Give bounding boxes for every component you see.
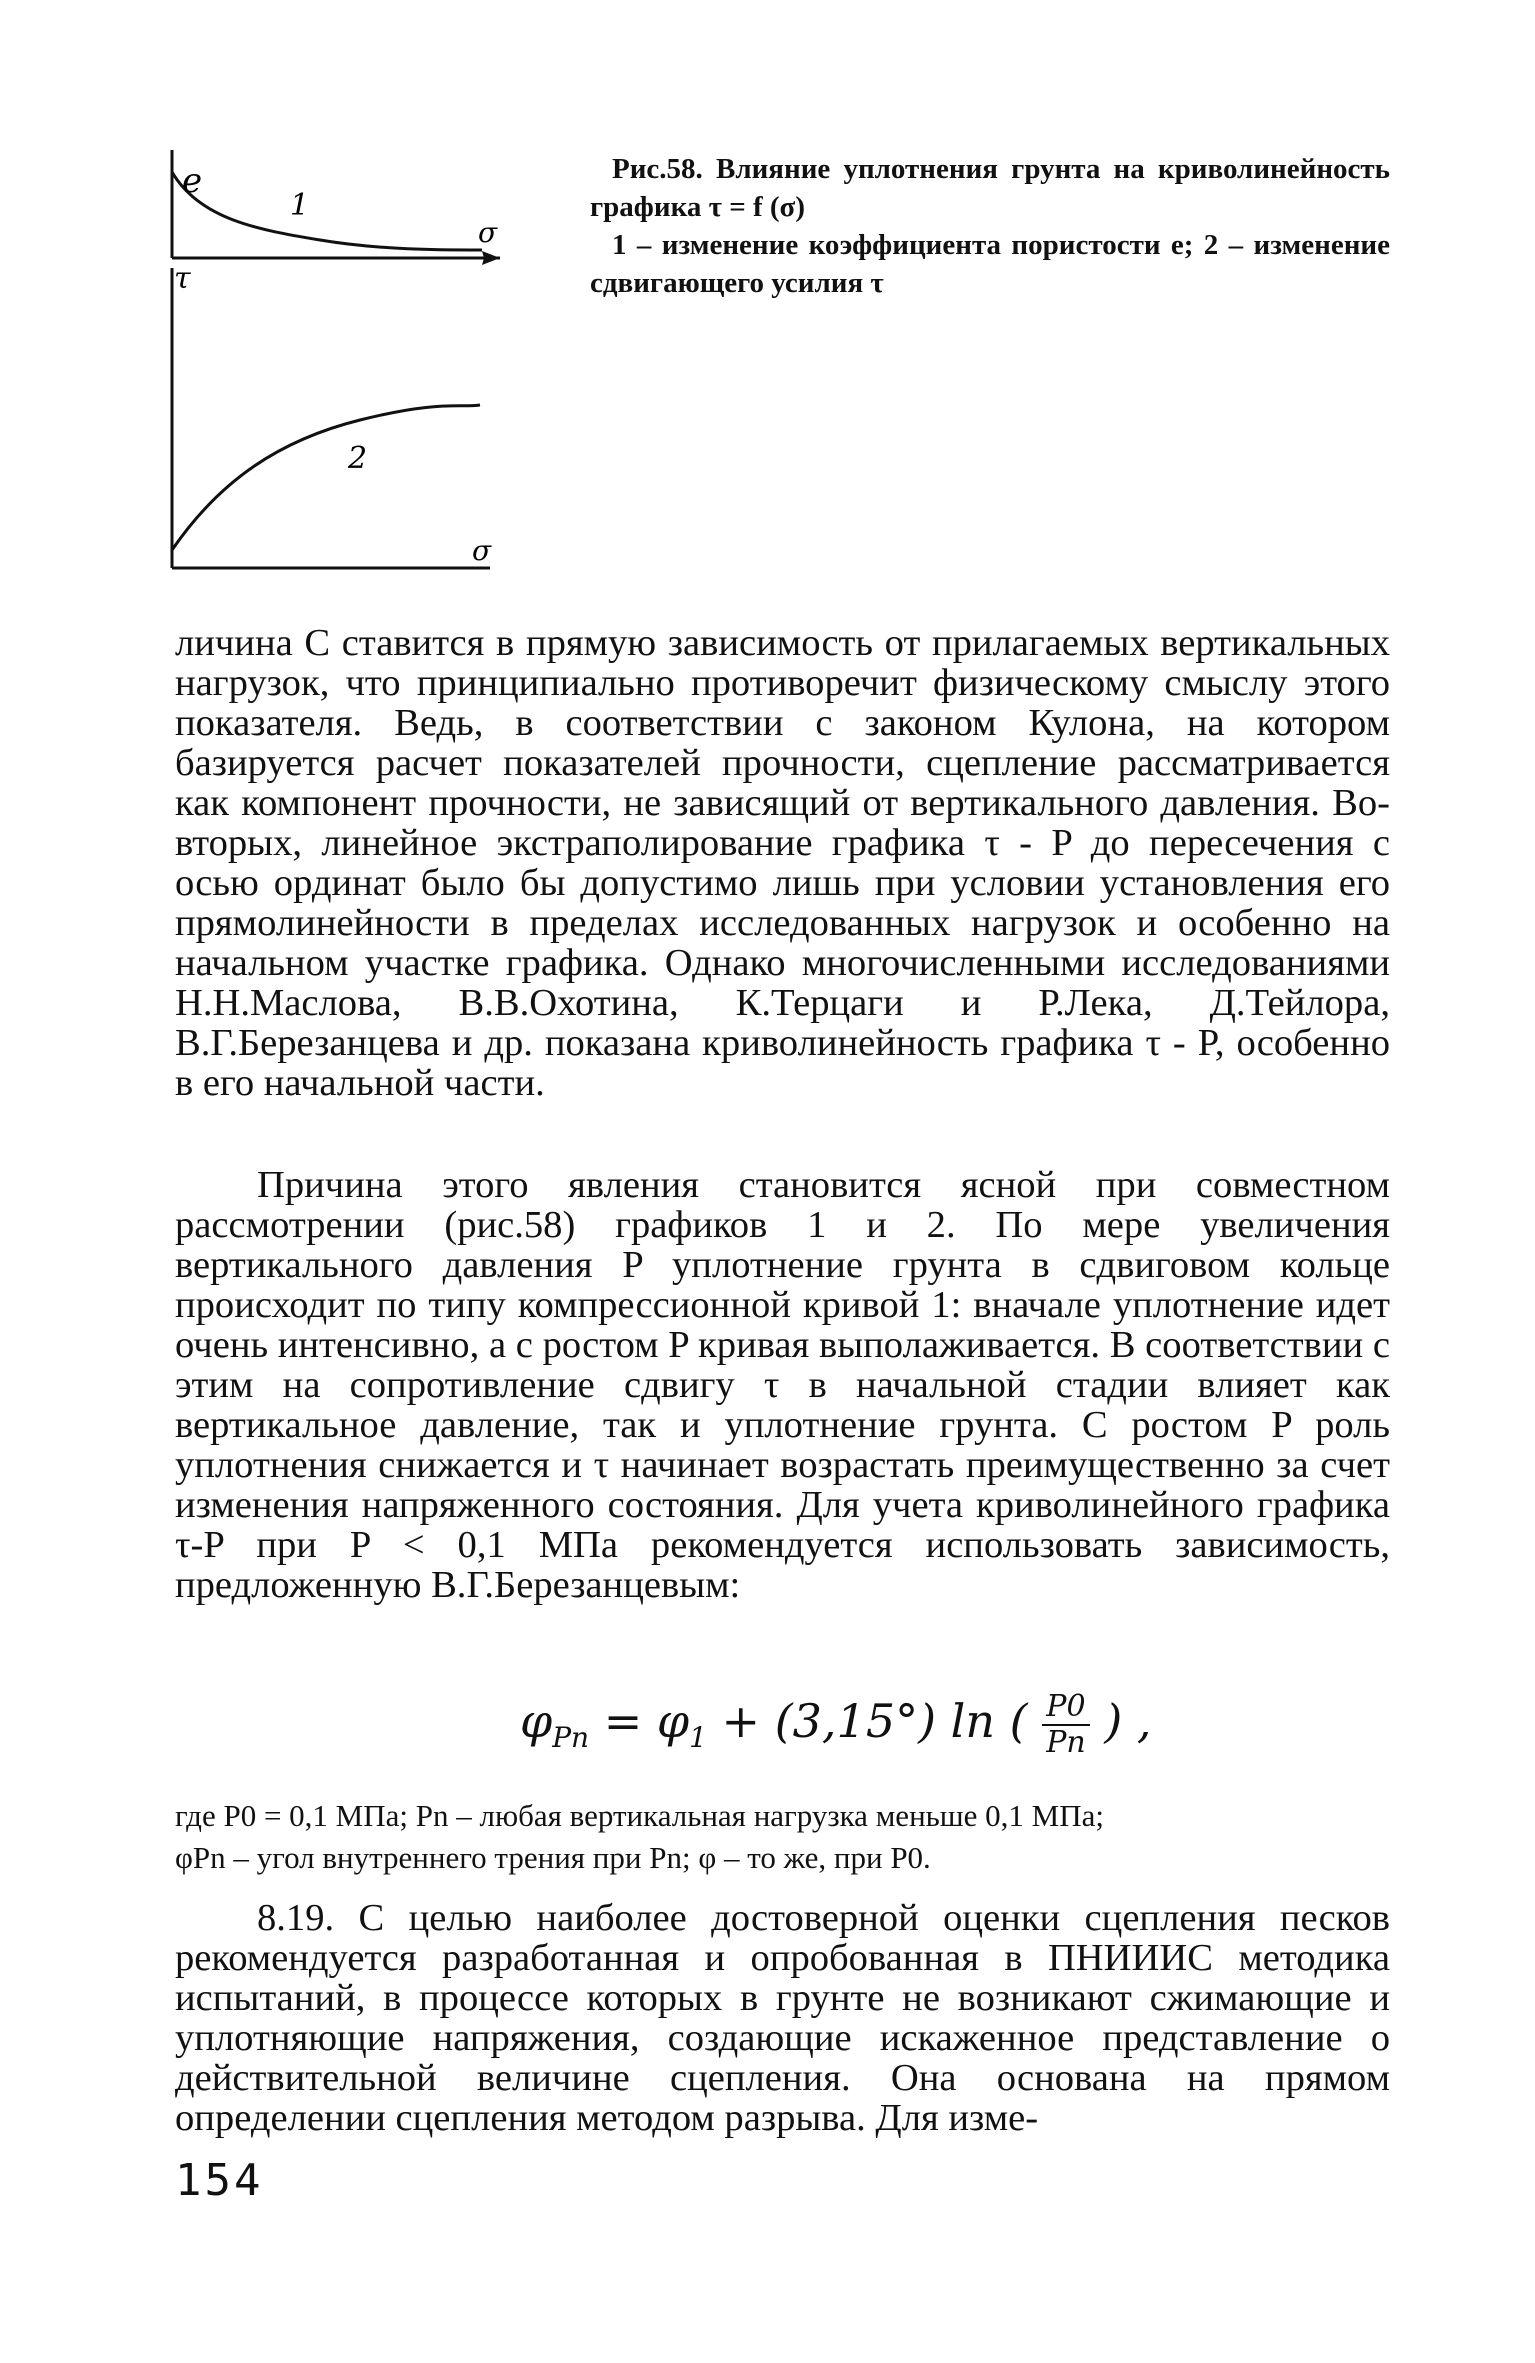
figure-58-graph xyxy=(160,150,540,590)
definitions-line-1: где P0 = 0,1 МПа; Pn – любая вертикальная нагрузка меньше 0,1 МПа; xyxy=(175,1798,1105,1833)
paragraph-2 xyxy=(175,1165,1390,1605)
formula-rhs-b: + (3,15°) ln ( xyxy=(721,1694,1028,1748)
formula-rhs-a-sub: 1 xyxy=(689,1721,707,1755)
formula-fraction xyxy=(1042,1690,1090,1760)
formula-numerator: P0 xyxy=(1042,1690,1090,1726)
label-sigma-bottom: σ xyxy=(472,534,492,567)
berezantsev-formula xyxy=(520,1690,1152,1760)
formula-lhs: φ xyxy=(520,1694,553,1748)
sigma-arrow-top xyxy=(482,251,500,265)
formula-definitions xyxy=(175,1795,1390,1879)
caption-legend: 1 – изменение коэффициента пористости e; 2 – изменение сдвигающего усилия τ xyxy=(590,229,1390,299)
definitions-line-2: φPn – угол внутреннего трения при Pn; φ – то же, при P0. xyxy=(175,1840,931,1875)
paragraph-1 xyxy=(175,623,1390,1103)
curve-2-label: 2 xyxy=(348,441,368,476)
curve-1 xyxy=(172,172,482,250)
page-number: 154 xyxy=(175,2155,264,2206)
curve-2 xyxy=(172,405,480,550)
formula-rhs-c: ) , xyxy=(1104,1694,1152,1748)
paragraph-1-text: личина C ставится в прямую зависимость от прилагаемых вертикальных нагрузок, что принципиально противоречит физическому смыслу этого показателя. Ведь, в соответствии с законом Кулона, на котором базируется расчет показателей прочности, сцепление рассматривается как компонент прочности, не зависящий от вертикального давления. Во-вторых, линейное экстраполирование графика τ - P до пересечения с осью ординат было бы допустимо лишь при условии установления его прямолинейности в пределах исследованных нагрузок и особенно на начальном участке графика. Однако многочисленными исследованиями Н.Н.Маслова, В.В.Охотина, К.Терцаги и Р.Лека, Д.Тейлора, В.Г.Березанцева и др. показана криволинейность графика τ - P, особенно в его начальной части. xyxy=(175,622,1390,1104)
formula-denominator: Pn xyxy=(1046,1725,1086,1760)
paragraph-2-text: Причина этого явления становится ясной при совместном рассмотрении (рис.58) графиков 1 и 2. По мере увеличения вертикального давления P уплотнение грунта в сдвиговом кольце происходит по типу компрессионной кривой 1: вначале уплотнение идет очень интенсивно, а с ростом P кривая выполаживается. В соответствии с этим на сопротивление сдвигу τ в начальной стадии влияет как вертикальное давление, так и уплотнение грунта. С ростом P роль уплотнения снижается и τ начинает возрастать преимущественно за счет изменения напряженного состояния. Для учета криволинейного графика τ-P при P < 0,1 МПа рекомендуется использовать зависимость, предложенную В.Г.Березанцевым: xyxy=(175,1164,1390,1606)
label-tau: τ xyxy=(174,261,191,296)
label-sigma-top: σ xyxy=(478,216,498,249)
formula-lhs-sub: Pn xyxy=(552,1721,590,1755)
label-e: e xyxy=(182,161,203,201)
paragraph-8-19 xyxy=(175,1898,1390,2138)
caption-title: Рис.58. Влияние уплотнения грунта на криволинейность графика τ = f (σ) xyxy=(590,153,1390,223)
paragraph-8-19-text: 8.19. С целью наиболее достоверной оценки сцепления песков рекомендуется разработанная и опробованная в ПНИИИС методика испытаний, в процессе которых в грунте не возникают сжимающие и уплотняющие напряжения, создающие искаженное представление о действительной величине сцепления. Она основана на прямом определении сцепления методом разрыва. Для изме- xyxy=(175,1897,1390,2139)
curve-1-label: 1 xyxy=(290,188,310,223)
formula-rhs-a: = φ xyxy=(603,1694,690,1748)
figure-caption xyxy=(590,150,1390,302)
